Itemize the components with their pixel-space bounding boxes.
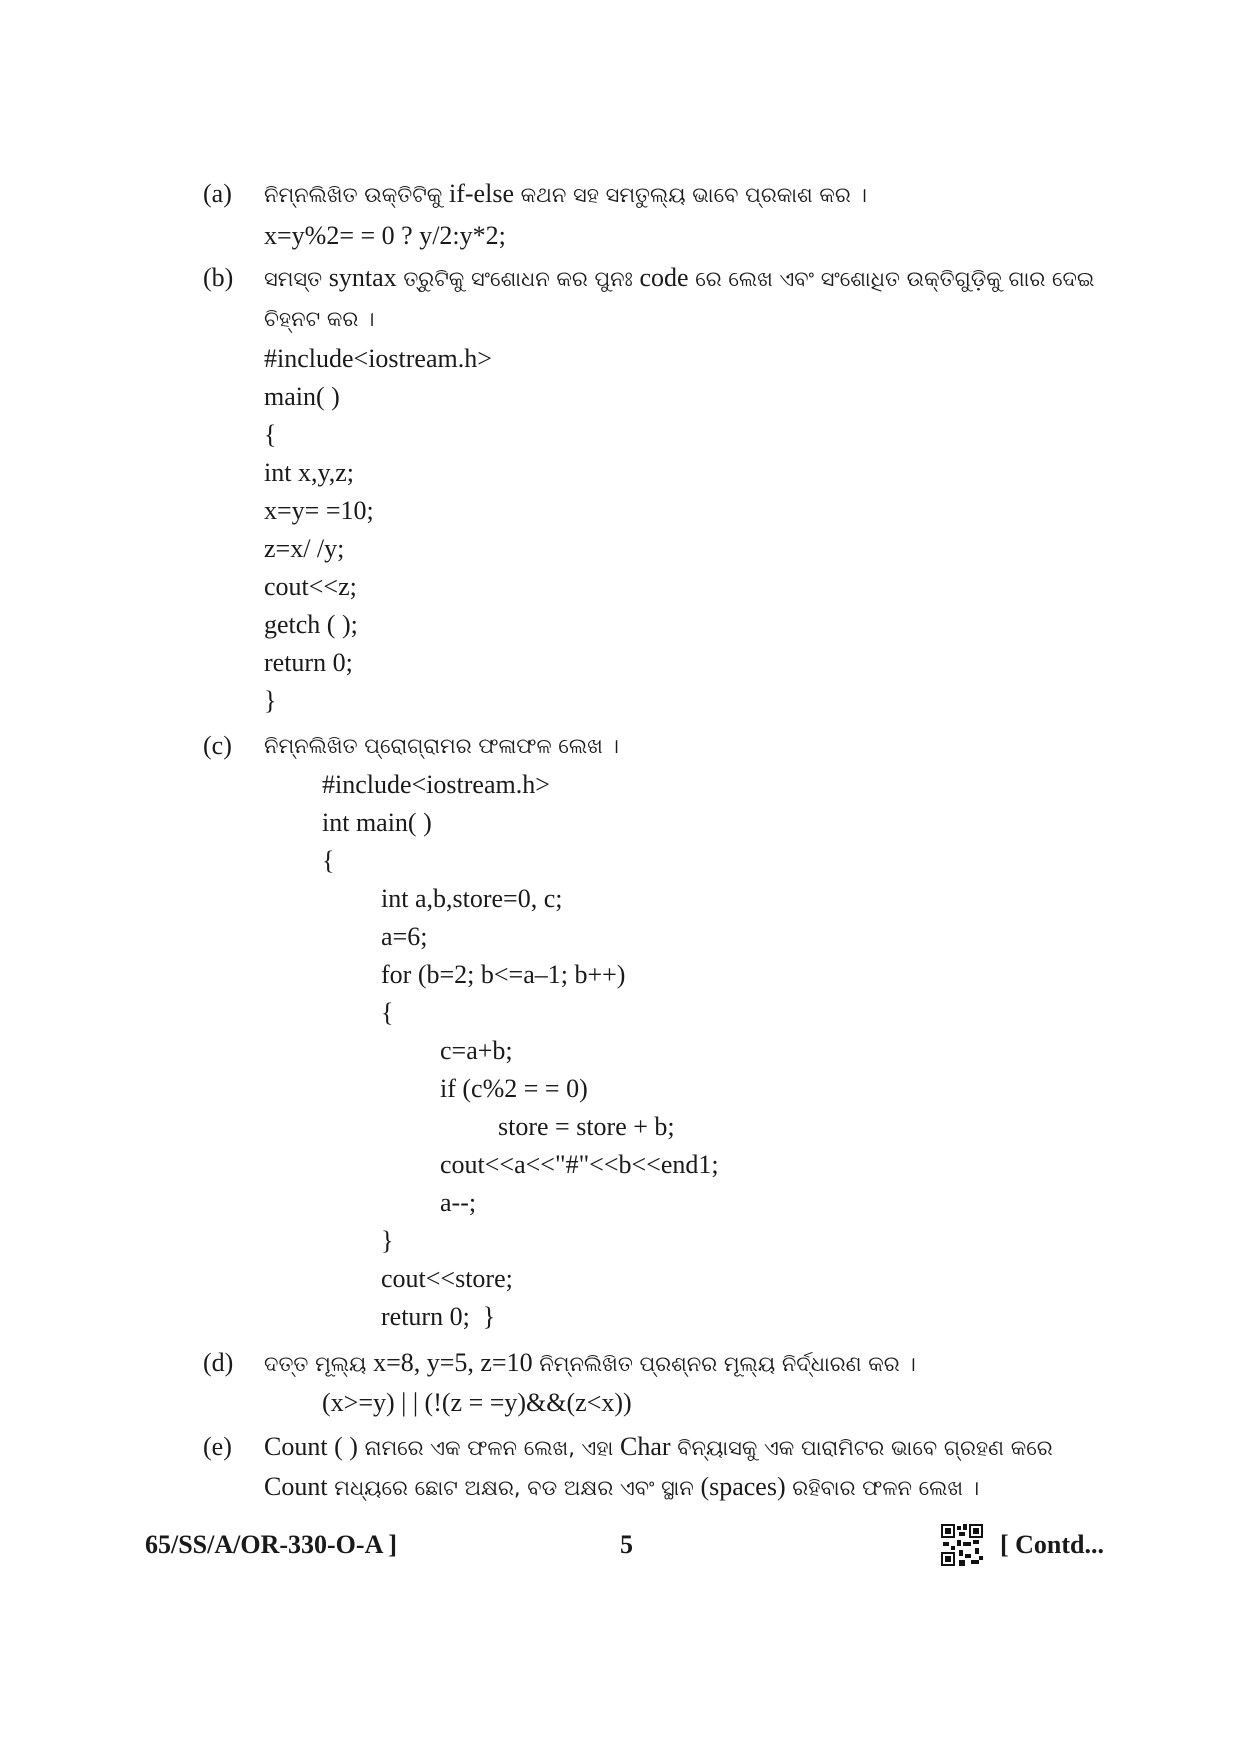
code-line: { bbox=[381, 998, 394, 1027]
code-line: int x,y,z; bbox=[264, 458, 355, 487]
question-label-b: (b) bbox=[203, 263, 234, 292]
code-line: if (c%2 = = 0) bbox=[440, 1074, 588, 1103]
question-a-code: x=y%2= = 0 ? y/2:y*2; bbox=[264, 221, 506, 250]
question-label-e: (e) bbox=[203, 1432, 232, 1461]
code-line: for (b=2; b<=a–1; b++) bbox=[381, 960, 626, 989]
code-line: { bbox=[322, 846, 335, 875]
paper-code: 65/SS/A/OR-330-O-A ] bbox=[145, 1530, 398, 1559]
code-line: a--; bbox=[440, 1188, 477, 1217]
code-line: getch ( ); bbox=[264, 610, 358, 639]
question-d-code: (x>=y) | | (!(z = =y)&&(z<x)) bbox=[322, 1388, 632, 1417]
question-e-text: Count ( ) ନାମରେ ଏକ ଫଳନ ଲେଖ, ଏହା Char ବିନ୍ୟାସକୁ ଏକ ପାରାମିଟର ଭାବେ ଗ୍ରହଣ କରେ bbox=[264, 1432, 1053, 1461]
code-line: int a,b,store=0, c; bbox=[381, 884, 563, 913]
question-a-text: ନିମ୍ନଲିଖିତ ଉକ୍ତିଟିକୁ if-else କଥନ ସହ ସମତୁଲ୍ୟ ଭାବେ ପ୍ରକାଶ କର । bbox=[264, 179, 867, 208]
code-line: } bbox=[381, 1226, 394, 1255]
code-line: #include<iostream.h> bbox=[322, 770, 550, 799]
code-line: z=x/ /y; bbox=[264, 534, 345, 563]
question-label-d: (d) bbox=[203, 1348, 234, 1377]
code-line: { bbox=[264, 420, 277, 449]
question-e-text-line2: Count ମଧ୍ୟରେ ଛୋଟ ଅକ୍ଷର, ବଡ ଅକ୍ଷର ଏବଂ ସ୍ଥାନ (spaces) ରହିବାର ଫଳନ ଲେଖ । bbox=[264, 1472, 980, 1501]
code-line: return 0; } bbox=[381, 1302, 496, 1331]
page-number: 5 bbox=[620, 1530, 633, 1559]
code-line: a=6; bbox=[381, 922, 428, 951]
code-line: } bbox=[264, 686, 277, 715]
question-d-text: ଦତ୍ତ ମୂଲ୍ୟ x=8, y=5, z=10 ନିମ୍ନଲିଖିତ ପ୍ରଶ୍ନର ମୂଲ୍ୟ ନିର୍ଦ୍ଧାରଣ କର । bbox=[264, 1348, 916, 1377]
code-line: return 0; bbox=[264, 648, 353, 677]
question-label-a: (a) bbox=[203, 179, 232, 208]
question-label-c: (c) bbox=[203, 731, 232, 760]
question-b-text: ସମସ୍ତ syntax ତ୍ରୁଟିକୁ ସଂଶୋଧନ କର ପୁନଃ code ରେ ଲେଖ ଏବଂ ସଂଶୋଧିତ ଉକ୍ତିଗୁଡ଼ିକୁ ଗାର ଦେଇ bbox=[264, 263, 1095, 292]
continued-label: [ Contd... bbox=[1000, 1530, 1105, 1559]
code-line: cout<<a<<"#"<<b<<end1; bbox=[440, 1150, 719, 1179]
code-line: main( ) bbox=[264, 382, 340, 411]
code-line: x=y= =10; bbox=[264, 496, 374, 525]
qr-code-icon bbox=[941, 1524, 983, 1566]
question-b-text-line2: ଚିହ୍ନଟ କର । bbox=[264, 307, 375, 331]
code-line: int main( ) bbox=[322, 808, 432, 837]
code-line: c=a+b; bbox=[440, 1036, 513, 1065]
code-line: #include<iostream.h> bbox=[264, 344, 492, 373]
question-c-text: ନିମ୍ନଲିଖିତ ପ୍ରୋଗ୍ରାମର ଫଳାଫଳ ଲେଖ । bbox=[264, 734, 619, 758]
code-line: cout<<store; bbox=[381, 1264, 513, 1293]
code-line: cout<<z; bbox=[264, 572, 357, 601]
code-line: store = store + b; bbox=[498, 1112, 675, 1141]
